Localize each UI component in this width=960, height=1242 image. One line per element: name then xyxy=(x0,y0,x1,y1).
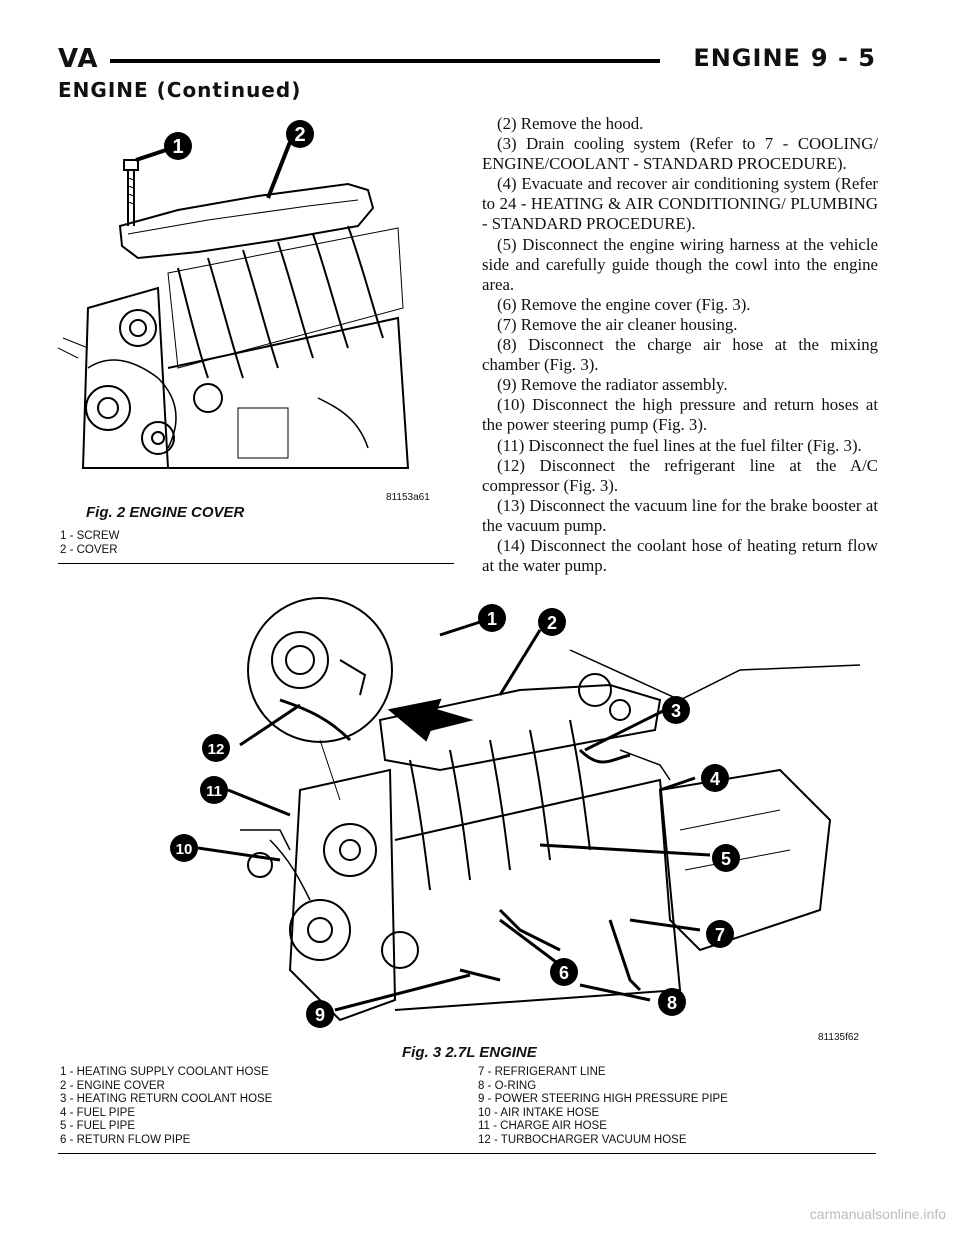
fig3-legend-item: 12 - TURBOCHARGER VACUUM HOSE xyxy=(478,1133,687,1146)
fig2-legend xyxy=(60,530,119,557)
fig3-legend-left xyxy=(60,1066,272,1147)
fig3-callout-3: 3 xyxy=(670,701,682,721)
step: (9) Remove the radiator assembly. xyxy=(497,375,728,395)
section-title: ENGINE (Continued) xyxy=(58,78,302,102)
fig3-callout-2: 2 xyxy=(546,613,558,633)
fig3-callout-12: 12 xyxy=(207,741,225,758)
fig3-divider xyxy=(58,1153,876,1154)
step: (5) Disconnect the engine wiring harness at the vehicle side and carefully guide though the cowl into the engine area. xyxy=(482,234,878,294)
fig3-callout-5: 5 xyxy=(720,849,732,869)
fig3-legend-item: 8 - O-RING xyxy=(478,1079,537,1092)
header-left: VA xyxy=(58,44,99,74)
fig3-image-id: 81135f62 xyxy=(818,1032,859,1043)
header-right xyxy=(683,44,876,72)
fig3-legend-item: 10 - AIR INTAKE HOSE xyxy=(478,1106,600,1119)
step: (11) Disconnect the fuel lines at the fuel filter (Fig. 3). xyxy=(497,435,862,455)
fig3-legend-item: 2 - ENGINE COVER xyxy=(60,1079,165,1092)
fig2-legend-item: 1 - SCREW xyxy=(60,530,120,542)
fig3-legend-item: 4 - FUEL PIPE xyxy=(60,1106,135,1119)
fig3-legend-item: 1 - HEATING SUPPLY COOLANT HOSE xyxy=(60,1066,269,1078)
step: (7) Remove the air cleaner housing. xyxy=(497,314,738,334)
procedure-steps xyxy=(482,114,878,576)
fig2-legend-item: 2 - COVER xyxy=(60,543,118,556)
fig3-legend-item: 6 - RETURN FLOW PIPE xyxy=(60,1133,191,1146)
header-section: ENGINE xyxy=(693,44,801,72)
step: (2) Remove the hood. xyxy=(497,114,644,133)
fig2-image-id: 81153a61 xyxy=(386,492,430,503)
fig3-legend-item: 5 - FUEL PIPE xyxy=(60,1120,135,1132)
fig3-callout-7: 7 xyxy=(714,925,726,945)
step: (10) Disconnect the high pressure and return hoses at the power steering pump (Fig. 3). xyxy=(482,395,878,435)
fig3-legend-item: 7 - REFRIGERANT LINE xyxy=(478,1066,606,1078)
fig2-callout-2: 2 xyxy=(294,124,306,146)
header-rule xyxy=(110,59,660,63)
step: (8) Disconnect the charge air hose at the mixing chamber (Fig. 3). xyxy=(482,335,878,375)
fig3-callout-1: 1 xyxy=(486,609,498,629)
fig3-callout-6: 6 xyxy=(558,963,570,983)
step: (13) Disconnect the vacuum line for the brake booster at the vacuum pump. xyxy=(482,495,878,535)
fig3-callout-10: 10 xyxy=(175,841,193,858)
fig3-title: Fig. 3 2.7L ENGINE xyxy=(402,1044,537,1061)
step: (14) Disconnect the coolant hose of heating return flow at the water pump. xyxy=(482,535,878,576)
page-header xyxy=(58,44,876,76)
fig2-callout-1: 1 xyxy=(172,136,184,158)
fig3-callout-8: 8 xyxy=(666,993,678,1013)
fig3-callout-11: 11 xyxy=(206,783,222,800)
fig3-legend-right xyxy=(478,1066,728,1147)
step: (12) Disconnect the refrigerant line at the A/C compressor (Fig. 3). xyxy=(482,455,878,495)
fig3-legend-item: 3 - HEATING RETURN COOLANT HOSE xyxy=(60,1093,273,1105)
figure-2-illustration xyxy=(58,108,454,508)
step: (6) Remove the engine cover (Fig. 3). xyxy=(497,294,751,314)
step: (4) Evacuate and recover air conditioning system (Refer to 24 - HEATING & AIR CONDITIONING/ PLUMBING - STANDARD PROCEDURE). xyxy=(482,174,878,234)
fig2-title: Fig. 2 ENGINE COVER xyxy=(86,504,245,521)
header-page-number: 9 - 5 xyxy=(810,44,876,72)
watermark: carmanualsonline.info xyxy=(809,1206,946,1222)
step: (3) Drain cooling system (Refer to 7 - COOLING/ ENGINE/COOLANT - STANDARD PROCEDURE). xyxy=(482,134,878,174)
fig3-callout-9: 9 xyxy=(314,1005,326,1025)
figure-3-illustration xyxy=(140,590,870,1040)
fig3-callout-4: 4 xyxy=(709,769,721,789)
fig2-divider xyxy=(58,563,454,564)
fig3-legend-item: 11 - CHARGE AIR HOSE xyxy=(478,1120,607,1132)
fig3-legend-item: 9 - POWER STEERING HIGH PRESSURE PIPE xyxy=(478,1093,728,1105)
